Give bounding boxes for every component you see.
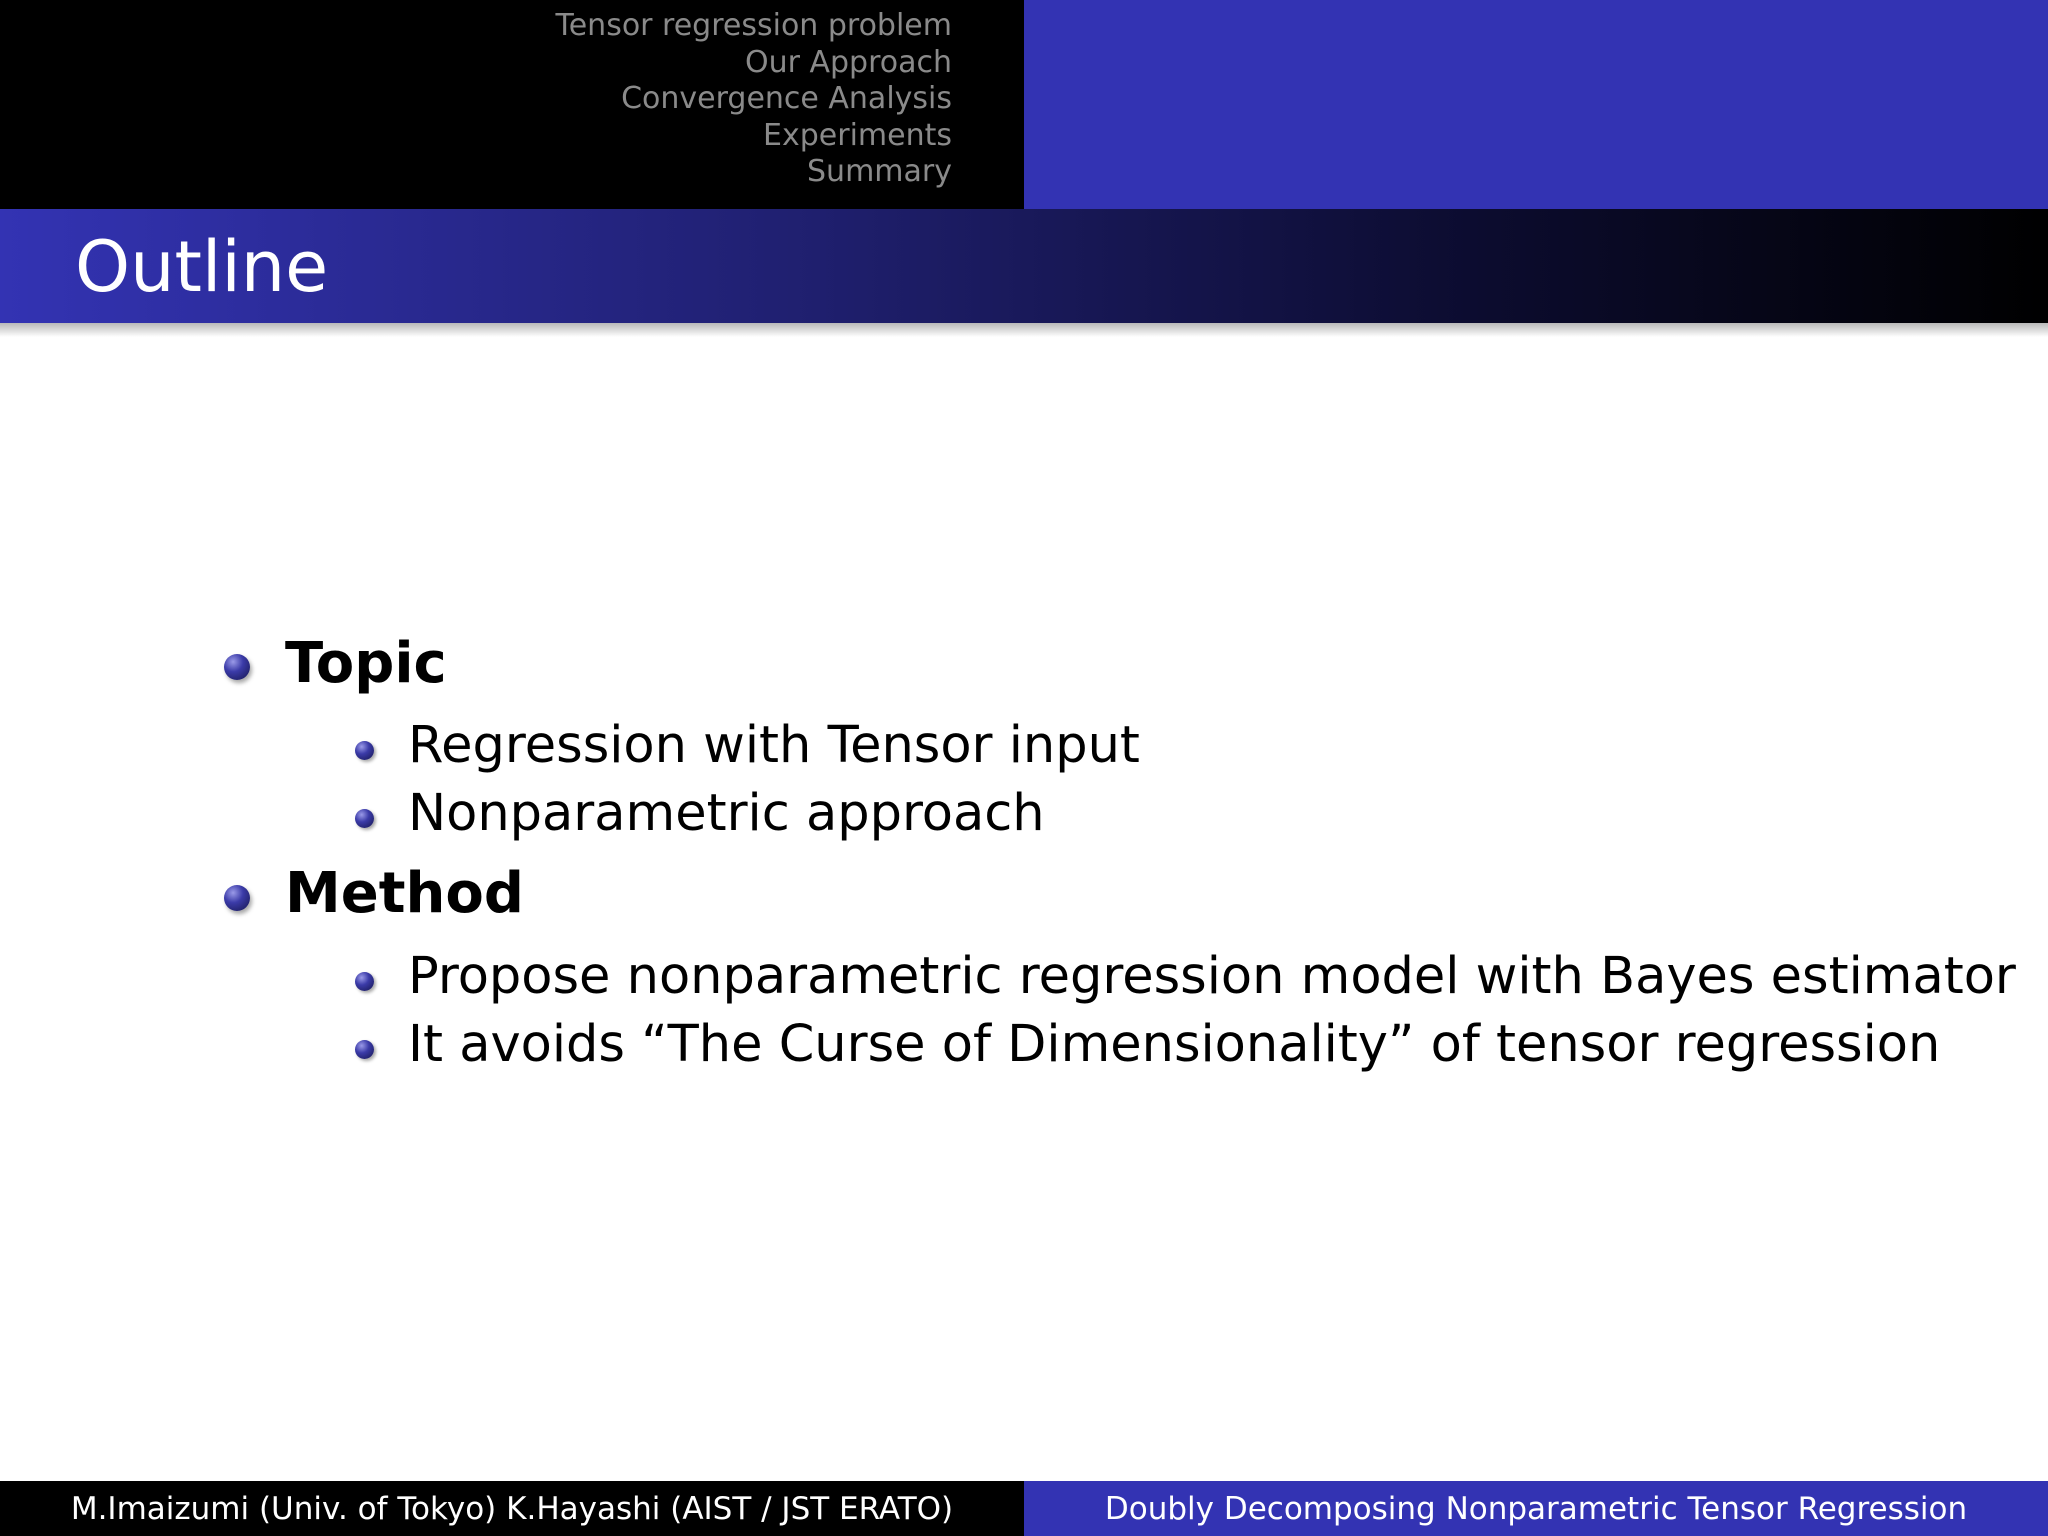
nav-section-summary[interactable]: Summary: [807, 154, 952, 189]
footer-title-panel: [1024, 1481, 2048, 1536]
frame-title: Outline: [75, 226, 329, 308]
footer-talk-title: Doubly Decomposing Nonparametric Tensor Regression: [1104, 1491, 1968, 1527]
sub-bullet-ball-icon: [355, 741, 374, 760]
header-nav-panel: [0, 0, 1024, 209]
bullet-ball-icon: [224, 654, 250, 680]
item-heading-topic: Topic: [285, 631, 447, 696]
sub-bullet-ball-icon: [355, 1040, 374, 1059]
nav-section-experiments[interactable]: Experiments: [763, 117, 952, 153]
sub-bullet-ball-icon: [355, 809, 374, 828]
header-accent-panel: [1024, 0, 2048, 209]
section-nav: [556, 8, 953, 191]
bullet-ball-icon: [224, 885, 250, 911]
nav-section-convergence-analysis[interactable]: Convergence Analysis: [621, 81, 952, 116]
frame-title-bar: [0, 209, 2048, 323]
nav-section-tensor-regression-problem[interactable]: Tensor regression problem: [555, 8, 952, 43]
item-heading-method: Method: [285, 861, 524, 926]
footer-authors: M.Imaizumi (Univ. of Tokyo) K.Hayashi (AIST / JST ERATO): [70, 1491, 954, 1527]
subitem-nonparametric-approach: Nonparametric approach: [408, 784, 1045, 843]
sub-bullet-ball-icon: [355, 972, 374, 991]
nav-section-our-approach[interactable]: Our Approach: [744, 44, 952, 80]
subitem-curse-of-dimensionality: It avoids “The Curse of Dimensionality” of tensor regression: [408, 1015, 1941, 1074]
title-bar-shadow: [0, 323, 2048, 337]
subitem-regression-tensor-input: Regression with Tensor input: [408, 716, 1140, 775]
subitem-propose-model: Propose nonparametric regression model with Bayes estimator: [408, 947, 2016, 1006]
footer-author-panel: [0, 1481, 1024, 1536]
